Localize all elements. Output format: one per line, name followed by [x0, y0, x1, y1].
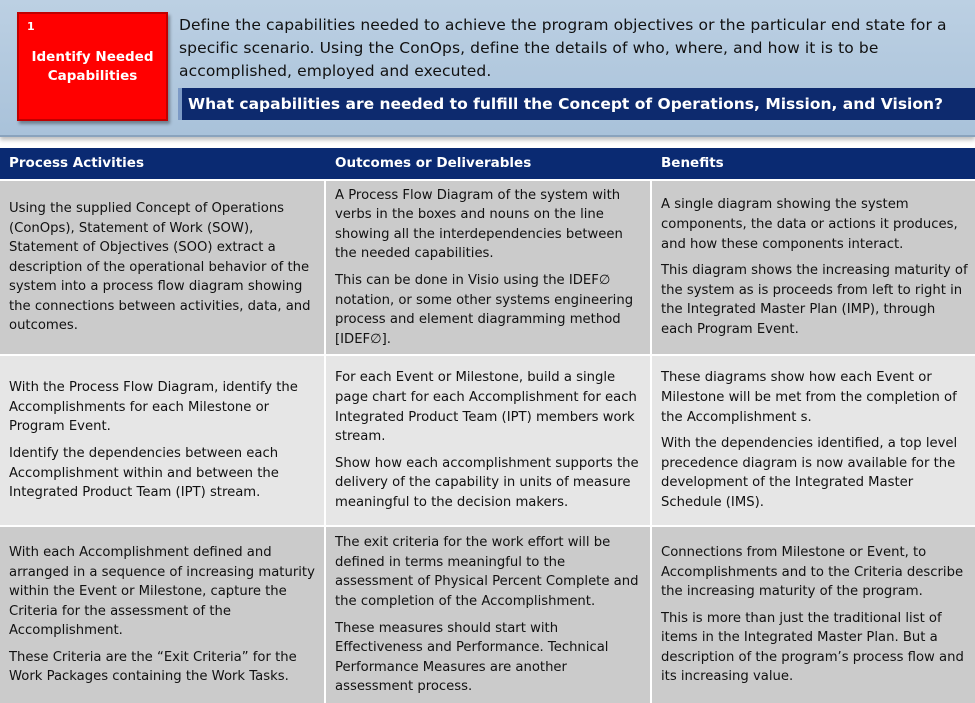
column-header-benefits: Benefits: [661, 155, 724, 171]
activities-cell: [0, 181, 326, 354]
header-band: [0, 0, 975, 137]
table-header: [0, 148, 975, 179]
cell-text: These diagrams show how each Event or Milestone will be met from the completion of the Accomplishment s.: [661, 370, 957, 425]
column-header-outcomes: Outcomes or Deliverables: [335, 155, 532, 171]
process-table: [0, 148, 975, 703]
cell-text: This diagram shows the increasing maturity of the system as is proceeds from left to right in the Integrated Master Plan (IMP), through each Program Event.: [661, 263, 968, 337]
table-row: [0, 354, 975, 525]
cell-text: These measures should start with Effectiveness and Performance. Technical Performance Measures are another assessment process.: [335, 620, 609, 695]
cell-text: This can be done in Visio using the IDEF∅ notation, or some other systems engineering process and element diagramming method [IDEF∅].: [335, 273, 634, 347]
cell-text: Connections from Milestone or Event, to Accomplishments and to the Criteria describe the increasing maturity of the program.: [661, 544, 964, 600]
cell-text: This is more than just the traditional list of items in the Integrated Master Plan. But a description of the program’s process flow and its increasing value.: [661, 610, 964, 685]
cell-text: The exit criteria for the work effort will be defined in terms meaningful to the assessment of Physical Percent Complete and the completion of the Accomplishment.: [335, 535, 639, 609]
cell-text: For each Event or Milestone, build a single page chart for each Accomplishment for each Integrated Product Team (IPT) members work stream.: [335, 370, 637, 445]
outcomes-cell: [326, 356, 652, 525]
cell-text: With the Process Flow Diagram, identify the Accomplishments for each Milestone or Program Event.: [9, 380, 298, 435]
outcomes-cell: [326, 527, 652, 703]
cell-text: Show how each accomplishment supports the delivery of the capability in units of measure meaningful to the decision makers.: [335, 455, 639, 510]
step-box: [17, 12, 168, 121]
cell-text: A Process Flow Diagram of the system with verbs in the boxes and nouns on the line showing all the interdependencies between the needed capabilities.: [335, 187, 623, 262]
cell-text: With the dependencies identified, a top level precedence diagram is now available for the development of the Integrated Master Schedule (IMS).: [661, 436, 958, 510]
benefits-cell: [652, 181, 975, 354]
outcomes-cell: [326, 181, 652, 354]
cell-text: With each Accomplishment defined and arranged in a sequence of increasing maturity within the Event or Milestone, capture the Criteria for the assessment of the Accomplishment.: [9, 544, 315, 639]
table-row: [0, 179, 975, 354]
step-title: Identify Needed Capabilities: [31, 49, 154, 84]
cell-text: A single diagram showing the system components, the data or actions it produces, and how these components interact.: [661, 197, 958, 252]
table-row: [0, 525, 975, 703]
activities-cell: [0, 356, 326, 525]
benefits-cell: [652, 356, 975, 525]
cell-text: These Criteria are the “Exit Criteria” for the Work Packages containing the Work Tasks.: [9, 649, 297, 685]
column-header-activities: Process Activities: [9, 155, 144, 171]
key-question: What capabilities are needed to fulfill the Concept of Operations, Mission, and Vision?: [178, 88, 975, 120]
step-description: Define the capabilities needed to achieve the program objectives or the particular end state for a specific scenario. Using the ConOps, define the details of who, where, and how it is to be accomplished, employed and executed.: [179, 16, 947, 80]
cell-text: Identify the dependencies between each Accomplishment within and between the Integrated Product Team (IPT) stream.: [9, 446, 279, 501]
step-number: 1: [27, 20, 35, 33]
activities-cell: [0, 527, 326, 703]
benefits-cell: [652, 527, 975, 703]
cell-text: Using the supplied Concept of Operations (ConOps), Statement of Work (SOW), Statement of Objectives (SOO) extract a description of the operational behavior of the system into a process flow diagram showing the connections between activities, data, and outcomes.: [9, 200, 311, 334]
